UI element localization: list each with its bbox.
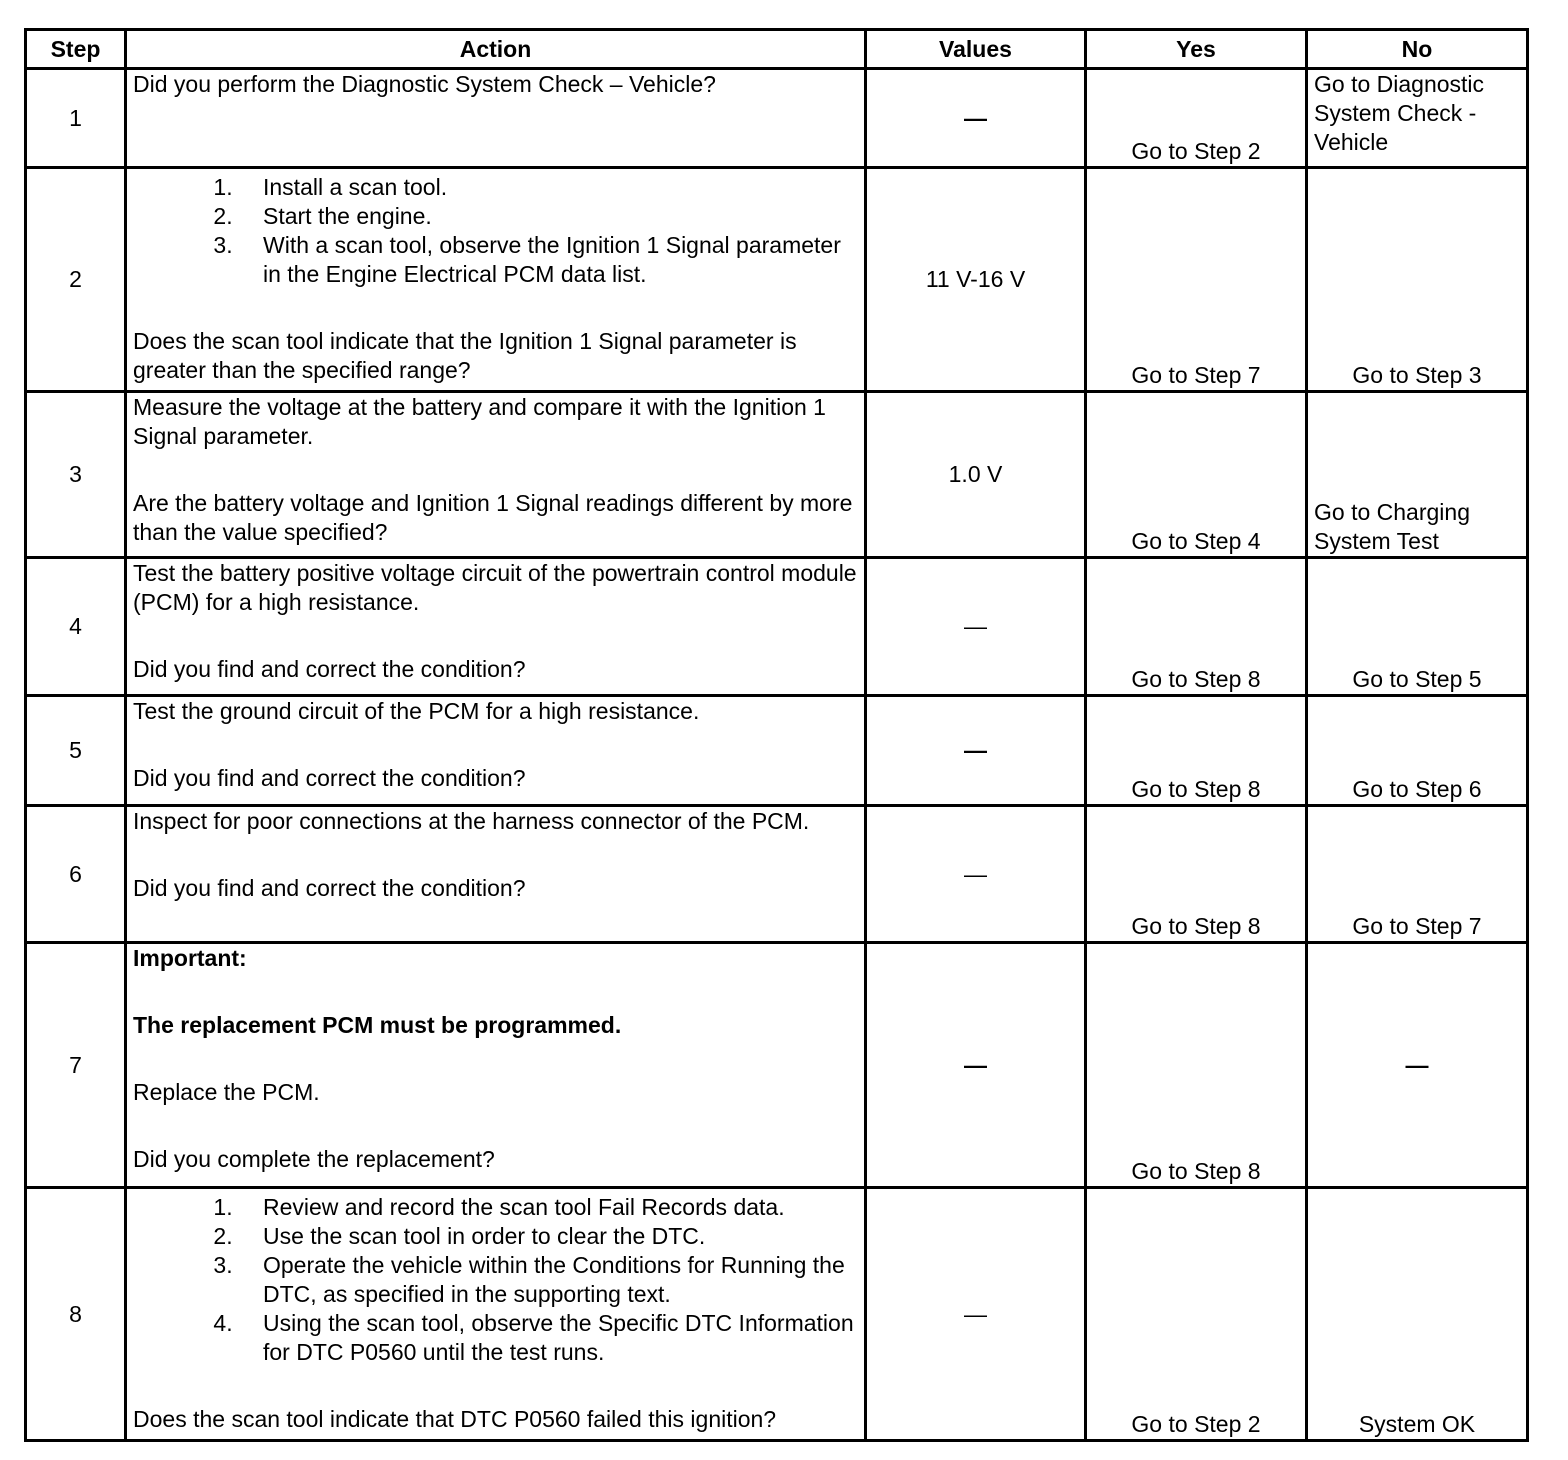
no-cell: System OK xyxy=(1307,1188,1528,1441)
table-row xyxy=(26,696,1528,806)
header-step: Step xyxy=(26,30,126,69)
action-text: Inspect for poor connections at the harness connector of the PCM. xyxy=(133,808,810,834)
table-row xyxy=(26,392,1528,558)
value-cell: — xyxy=(866,806,1086,943)
action-cell xyxy=(126,806,866,943)
no-line: System Check - xyxy=(1314,100,1477,126)
action-question: Are the battery voltage and Ignition 1 Signal readings different by more than the value specified? xyxy=(133,490,853,545)
yes-cell: Go to Step 7 xyxy=(1086,168,1307,392)
no-cell: — xyxy=(1307,943,1528,1188)
no-line: Vehicle xyxy=(1314,129,1389,155)
yes-cell: Go to Step 8 xyxy=(1086,806,1307,943)
no-cell xyxy=(1307,392,1528,558)
action-cell xyxy=(126,1188,866,1441)
action-step-item: 2. Start the engine. xyxy=(239,202,858,231)
action-text: Did you perform the Diagnostic System Check – Vehicle? xyxy=(133,71,716,97)
action-cell xyxy=(126,392,866,558)
yes-cell: Go to Step 8 xyxy=(1086,943,1307,1188)
action-cell xyxy=(126,69,866,168)
step-number: 7 xyxy=(26,943,126,1188)
step-number: 5 xyxy=(26,696,126,806)
step-number: 8 xyxy=(26,1188,126,1441)
no-cell: Go to Step 7 xyxy=(1307,806,1528,943)
action-text: Replace the PCM. xyxy=(133,1079,320,1105)
value-cell: — xyxy=(866,69,1086,168)
value-cell: — xyxy=(866,943,1086,1188)
action-text: Test the battery positive voltage circuit of the powertrain control module (PCM) for a high resistance. xyxy=(133,560,857,615)
table-row xyxy=(26,558,1528,696)
action-cell xyxy=(126,558,866,696)
action-text: Test the ground circuit of the PCM for a high resistance. xyxy=(133,698,700,724)
action-text: Measure the voltage at the battery and compare it with the Ignition 1 Signal parameter. xyxy=(133,394,826,449)
value-cell: — xyxy=(866,696,1086,806)
value-cell: 1.0 V xyxy=(866,392,1086,558)
yes-cell: Go to Step 8 xyxy=(1086,558,1307,696)
no-line: Go to Charging xyxy=(1314,499,1470,525)
header-action: Action xyxy=(126,30,866,69)
step-number: 4 xyxy=(26,558,126,696)
action-cell xyxy=(126,696,866,806)
table-row xyxy=(26,69,1528,168)
yes-cell: Go to Step 2 xyxy=(1086,69,1307,168)
header-yes: Yes xyxy=(1086,30,1307,69)
step-number: 6 xyxy=(26,806,126,943)
action-steps-list xyxy=(133,1193,858,1367)
header-values: Values xyxy=(866,30,1086,69)
table-row xyxy=(26,943,1528,1188)
action-step-item: 1. Review and record the scan tool Fail Records data. xyxy=(239,1193,858,1222)
action-step-item: 3. Operate the vehicle within the Conditions for Running the DTC, as specified in the supporting text. xyxy=(239,1251,858,1309)
action-question: Did you find and correct the condition? xyxy=(133,875,526,901)
header-no: No xyxy=(1307,30,1528,69)
action-cell xyxy=(126,943,866,1188)
yes-cell: Go to Step 4 xyxy=(1086,392,1307,558)
action-cell xyxy=(126,168,866,392)
important-text: The replacement PCM must be programmed. xyxy=(133,1012,622,1038)
action-step-item: 2. Use the scan tool in order to clear the DTC. xyxy=(239,1222,858,1251)
no-cell: Go to Step 5 xyxy=(1307,558,1528,696)
table-row xyxy=(26,1188,1528,1441)
step-number: 3 xyxy=(26,392,126,558)
no-cell xyxy=(1307,69,1528,168)
yes-cell: Go to Step 2 xyxy=(1086,1188,1307,1441)
important-label: Important: xyxy=(133,945,247,971)
action-step-item: 4. Using the scan tool, observe the Specific DTC Information for DTC P0560 until the test runs. xyxy=(239,1309,858,1367)
table-row xyxy=(26,168,1528,392)
diagnostic-table xyxy=(24,28,1529,1442)
action-step-item: 3. With a scan tool, observe the Ignition 1 Signal parameter in the Engine Electrical PCM data list. xyxy=(239,231,858,289)
action-question: Did you find and correct the condition? xyxy=(133,656,526,682)
table-header-row xyxy=(26,30,1528,69)
no-line: System Test xyxy=(1314,528,1439,554)
table-row xyxy=(26,806,1528,943)
no-line: Go to Diagnostic xyxy=(1314,71,1485,97)
step-number: 1 xyxy=(26,69,126,168)
yes-cell: Go to Step 8 xyxy=(1086,696,1307,806)
step-number: 2 xyxy=(26,168,126,392)
no-cell: Go to Step 3 xyxy=(1307,168,1528,392)
action-step-item: 1. Install a scan tool. xyxy=(239,173,858,202)
action-question: Does the scan tool indicate that the Ignition 1 Signal parameter is greater than the specified range? xyxy=(133,328,797,383)
action-question: Did you find and correct the condition? xyxy=(133,765,526,791)
action-steps-list xyxy=(133,173,858,289)
no-cell: Go to Step 6 xyxy=(1307,696,1528,806)
value-cell: 11 V-16 V xyxy=(866,168,1086,392)
action-question: Does the scan tool indicate that DTC P0560 failed this ignition? xyxy=(133,1406,777,1432)
value-cell: — xyxy=(866,1188,1086,1441)
action-question: Did you complete the replacement? xyxy=(133,1146,495,1172)
value-cell: — xyxy=(866,558,1086,696)
